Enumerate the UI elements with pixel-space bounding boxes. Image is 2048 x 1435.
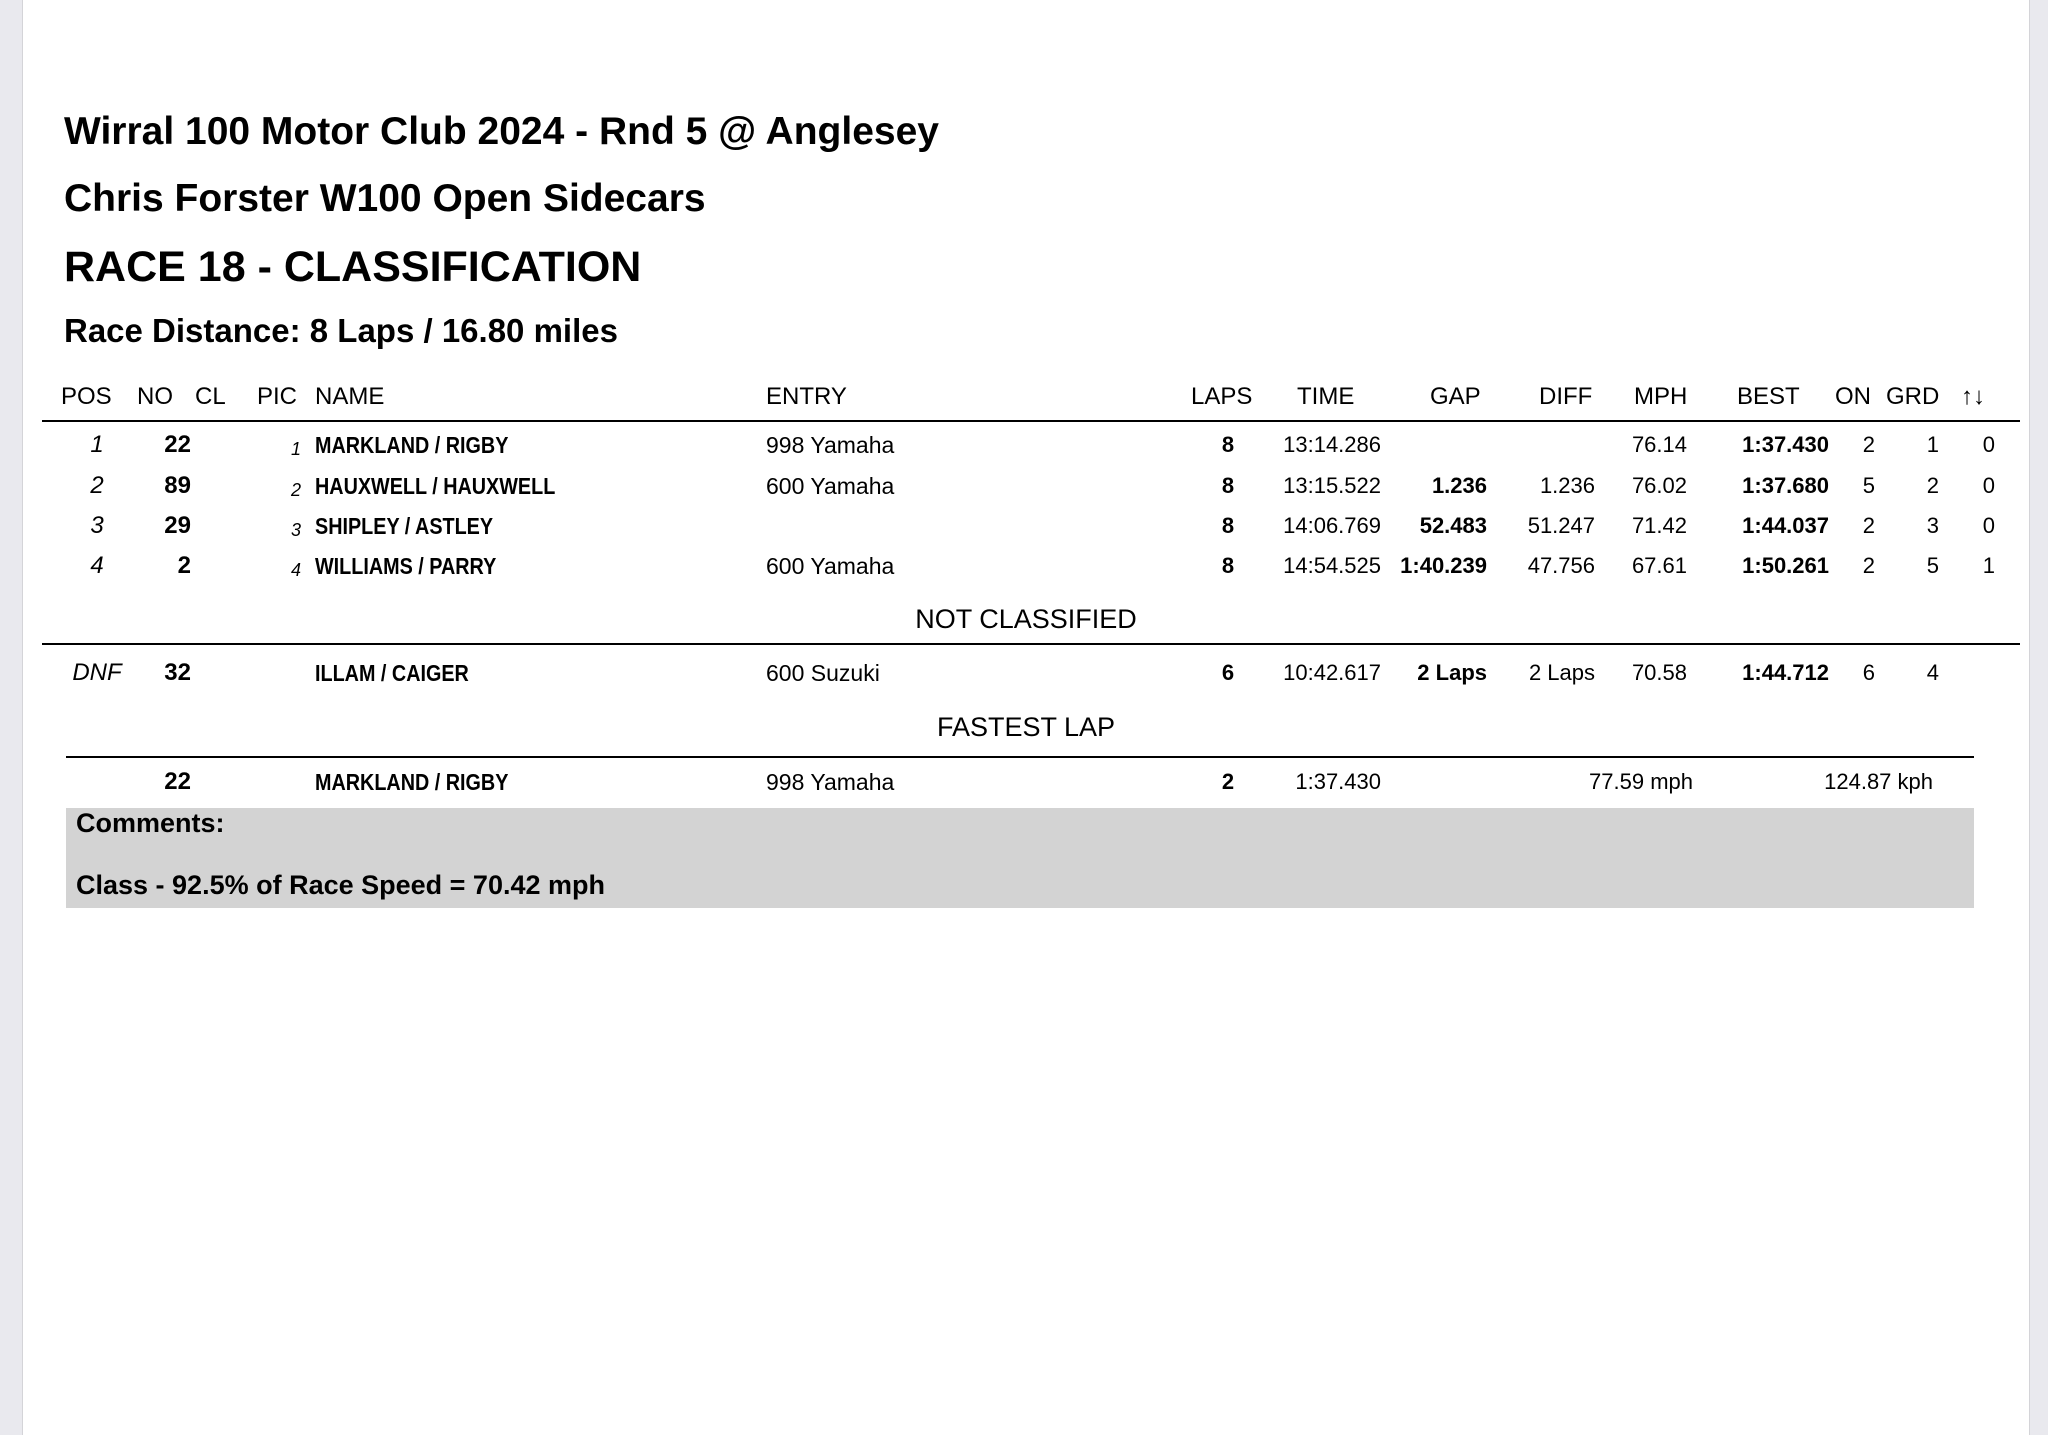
cell-no: 2 <box>177 552 191 579</box>
cell-grd: 3 <box>1926 513 1939 538</box>
cell-no: 89 <box>164 472 191 499</box>
col-mph: MPH <box>1634 383 1688 410</box>
cell-position-change: 1 <box>1982 553 1995 578</box>
cell-diff: 51.247 <box>1527 513 1595 538</box>
col-gap: GAP <box>1430 383 1481 410</box>
cell-pos: 4 <box>90 552 104 579</box>
cell-grd: 4 <box>1926 660 1939 685</box>
cell-name: MARKLAND / RIGBY <box>315 432 509 458</box>
cell-laps: 8 <box>1221 473 1235 498</box>
cell-on: 2 <box>1862 553 1875 578</box>
cell-time: 14:54.525 <box>1283 553 1381 578</box>
cell-diff: 47.756 <box>1527 553 1595 578</box>
cell-diff: 2 Laps <box>1528 660 1595 685</box>
cell-pic: 2 <box>290 480 301 500</box>
cell-pic: 3 <box>290 520 301 540</box>
cell-time: 13:14.286 <box>1283 432 1381 457</box>
cell-diff: 1.236 <box>1539 473 1595 498</box>
cell-mph: 67.61 <box>1631 553 1687 578</box>
col-position-change: ↑↓ <box>1961 383 1985 410</box>
fastest-lap-time: 1:37.430 <box>1295 769 1381 794</box>
table-row <box>23 467 2029 505</box>
cell-best: 1:50.261 <box>1742 553 1829 578</box>
header-rule <box>42 420 2020 422</box>
cell-mph: 70.58 <box>1631 660 1687 685</box>
fastest-lap-kph: 124.87 kph <box>1824 769 1933 794</box>
cell-grd: 1 <box>1926 432 1939 457</box>
cell-no: 29 <box>164 512 191 539</box>
cell-time: 10:42.617 <box>1283 660 1381 685</box>
fastest-lap-rule <box>66 756 1974 758</box>
cell-time: 13:15.522 <box>1283 473 1381 498</box>
col-cl: CL <box>195 383 226 410</box>
col-entry: ENTRY <box>766 383 847 410</box>
cell-entry: 600 Suzuki <box>766 660 880 686</box>
cell-pos: 1 <box>90 431 104 458</box>
cell-name: ILLAM / CAIGER <box>315 660 469 686</box>
cell-laps: 8 <box>1221 553 1235 578</box>
col-no: NO <box>137 383 173 410</box>
cell-no: 32 <box>164 659 191 686</box>
fastest-lap-row <box>23 763 2029 801</box>
cell-position-change: 0 <box>1982 432 1995 457</box>
cell-mph: 71.42 <box>1631 513 1687 538</box>
cell-mph: 76.14 <box>1631 432 1687 457</box>
cell-entry: 600 Yamaha <box>766 473 895 499</box>
cell-laps: 6 <box>1221 660 1235 685</box>
cell-gap: 1.236 <box>1431 473 1487 498</box>
cell-best: 1:37.680 <box>1742 473 1829 498</box>
cell-on: 2 <box>1862 513 1875 538</box>
cell-entry: 998 Yamaha <box>766 432 895 458</box>
cell-on: 2 <box>1862 432 1875 457</box>
cell-best: 1:44.037 <box>1742 513 1829 538</box>
cell-best: 1:37.430 <box>1742 432 1829 457</box>
col-diff: DIFF <box>1539 383 1593 410</box>
cell-grd: 2 <box>1926 473 1939 498</box>
cell-time: 14:06.769 <box>1283 513 1381 538</box>
cell-pic: 1 <box>290 439 301 459</box>
cell-grd: 5 <box>1926 553 1939 578</box>
fastest-lap-no: 22 <box>164 768 191 795</box>
cell-best: 1:44.712 <box>1742 660 1829 685</box>
race-title: RACE 18 - CLASSIFICATION <box>64 243 642 291</box>
cell-no: 22 <box>164 431 191 458</box>
col-time: TIME <box>1297 383 1355 410</box>
fastest-lap-heading: FASTEST LAP <box>936 712 1116 742</box>
fastest-lap-lap: 2 <box>1221 769 1235 794</box>
cell-mph: 76.02 <box>1631 473 1687 498</box>
cell-pos: 3 <box>90 512 104 539</box>
results-sheet <box>22 0 2030 1435</box>
fastest-lap-entry: 998 Yamaha <box>766 769 895 795</box>
race-distance: Race Distance: 8 Laps / 16.80 miles <box>64 312 618 349</box>
event-title: Wirral 100 Motor Club 2024 - Rnd 5 @ Anglesey <box>64 110 939 153</box>
not-classified-rule <box>42 643 2020 645</box>
table-row <box>23 507 2029 545</box>
table-row <box>23 547 2029 585</box>
class-title: Chris Forster W100 Open Sidecars <box>64 177 706 220</box>
cell-pos: DNF <box>72 659 122 686</box>
col-laps: LAPS <box>1191 383 1253 410</box>
col-on: ON <box>1835 383 1871 410</box>
col-pos: POS <box>61 383 112 410</box>
cell-on: 5 <box>1862 473 1875 498</box>
cell-on: 6 <box>1862 660 1875 685</box>
col-best: BEST <box>1737 383 1800 410</box>
comments-text: Class - 92.5% of Race Speed = 70.42 mph <box>76 870 605 900</box>
not-classified-heading: NOT CLASSIFIED <box>915 604 1137 634</box>
cell-position-change: 0 <box>1982 513 1995 538</box>
cell-pos: 2 <box>90 472 104 499</box>
cell-gap: 1:40.239 <box>1400 553 1487 578</box>
cell-name: WILLIAMS / PARRY <box>315 553 497 579</box>
cell-laps: 8 <box>1221 513 1235 538</box>
cell-position-change: 0 <box>1982 473 1995 498</box>
col-name: NAME <box>315 383 385 410</box>
cell-gap: 52.483 <box>1419 513 1487 538</box>
table-row <box>23 654 2029 692</box>
cell-gap: 2 Laps <box>1417 660 1487 685</box>
cell-pic: 4 <box>290 560 301 580</box>
fastest-lap-mph: 77.59 mph <box>1589 769 1693 794</box>
cell-laps: 8 <box>1221 432 1235 457</box>
cell-name: HAUXWELL / HAUXWELL <box>315 473 556 499</box>
col-pic: PIC <box>257 383 298 410</box>
comments-box <box>66 808 1974 908</box>
cell-entry: 600 Yamaha <box>766 553 895 579</box>
comments-label: Comments: <box>76 808 225 838</box>
col-grd: GRD <box>1886 383 1940 410</box>
table-row <box>23 426 2029 464</box>
cell-name: SHIPLEY / ASTLEY <box>315 513 494 539</box>
fastest-lap-name: MARKLAND / RIGBY <box>315 769 509 795</box>
